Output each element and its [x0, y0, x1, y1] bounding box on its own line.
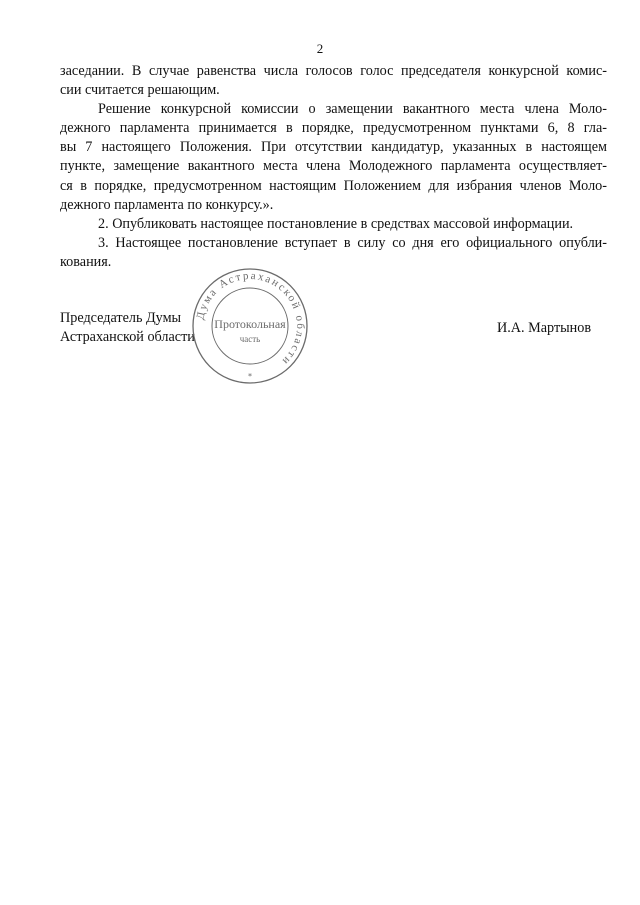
signature-position-line2: Астраханской области	[60, 329, 195, 345]
text-line: Решение конкурсной комиссии о замещении вакантного места члена Моло-	[98, 101, 607, 118]
paragraph	[60, 62, 607, 100]
text-line: заседании. В случае равенства числа голосов голос председателя конкурсной комис-	[60, 63, 607, 79]
text-line: 3. Настоящее постановление вступает в силу со дня его официального опубли-	[98, 234, 607, 251]
seal-inner-line2: часть	[239, 334, 261, 344]
seal-outer-text: Дума Астраханской области	[194, 269, 307, 369]
text-line: ся в порядке, предусмотренном настоящим Положением для избрания членов Моло-	[60, 177, 607, 194]
signature-position	[60, 309, 195, 347]
seal-inner-line1: Протокольная	[214, 317, 286, 331]
signature-position-line1: Председатель Думы	[60, 310, 182, 326]
text-line: пункте, замещение вакантного места члена Молодежного парламента осуществляет-	[60, 158, 607, 175]
text-line: дежного парламента принимается в порядке, предусмотренном пунктами 6, 8 гла-	[60, 120, 607, 137]
text-line: кования.	[60, 253, 112, 270]
text-line: сии считается решающим.	[60, 82, 220, 99]
paragraph	[60, 234, 607, 272]
document-body	[60, 62, 607, 272]
paragraph	[60, 215, 607, 234]
signatory-name: И.А. Мартынов	[497, 320, 592, 336]
official-seal-stamp	[190, 266, 310, 386]
text-line: вы 7 настоящего Положения. При отсутствии кандидатур, указанных в настоящем	[60, 139, 607, 156]
text-line: дежного парламента по конкурсу.».	[60, 196, 274, 213]
page-number: 2	[316, 41, 324, 56]
seal-star-icon: *	[248, 372, 252, 381]
paragraph	[60, 100, 607, 215]
text-line: 2. Опубликовать настоящее постановление в средствах массовой информации.	[98, 215, 574, 232]
